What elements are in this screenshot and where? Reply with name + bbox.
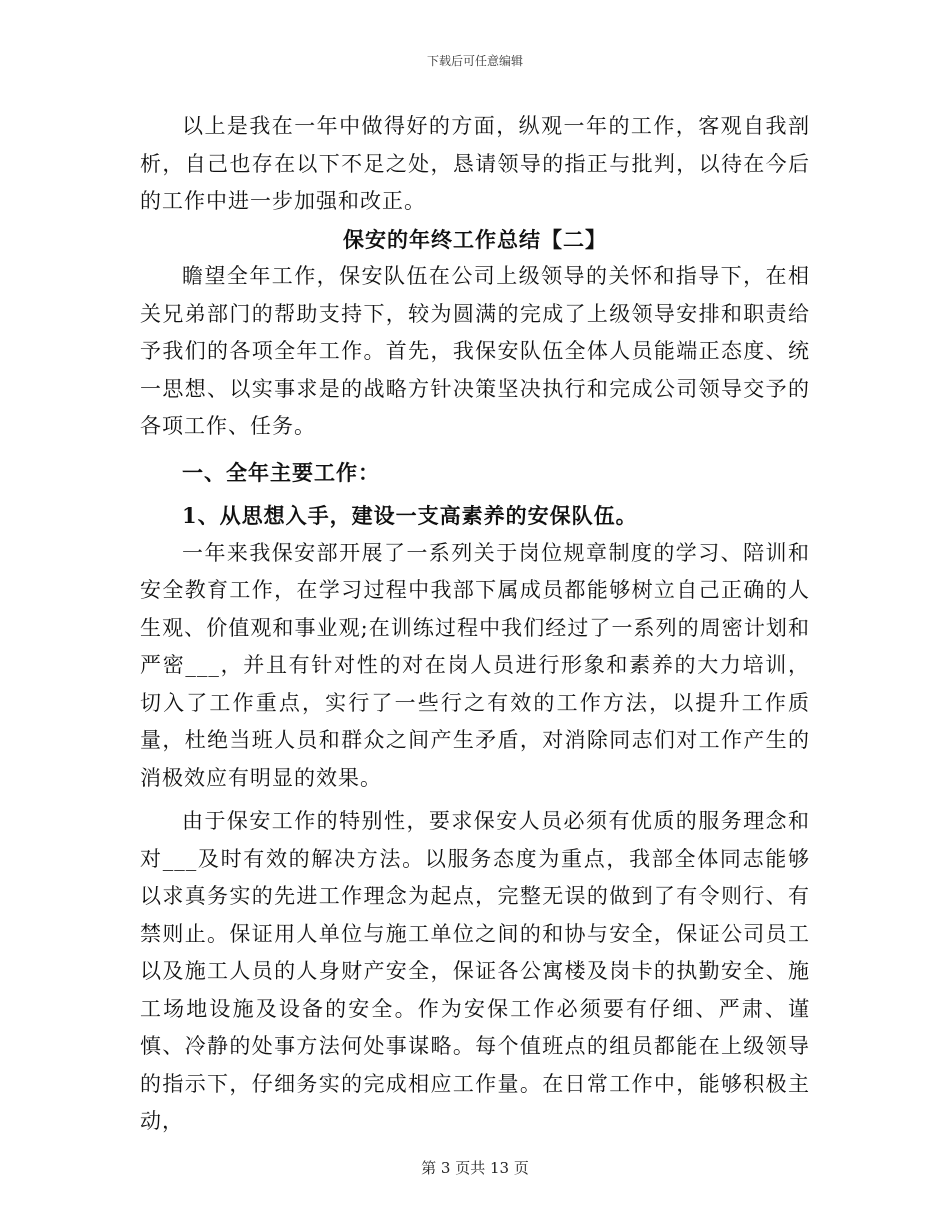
- paragraph-training: 一年来我保安部开展了一系列关于岗位规章制度的学习、陪训和安全教育工作，在学习过程中我部下属成员都能够树立自己正确的人生观、价值观和事业观;在训练过程中我们经过了一系列的周密计划和严密___，并且有针对性的对在岗人员进行形象和素养的大力培训，切入了工作重点，实行了一些行之有效的工作方法，以提升工作质量，杜绝当班人员和群众之间产生矛盾，对消除同志们对工作产生的消极效应有明显的效果。: [140, 540, 810, 790]
- document-body: [140, 108, 810, 1141]
- paragraph-service: 由于保安工作的特别性，要求保安人员必须有优质的服务理念和对___及时有效的解决方法。以服务态度为重点，我部全体同志能够以求真务实的先进工作理念为起点，完整无误的做到了有令则行、有禁则止。保证用人单位与施工单位之间的和协与安全，保证公司员工以及施工人员的人身财产安全，保证各公寓楼及岗卡的执勤安全、施工场地设施及设备的安全。作为安保工作必须要有仔细、严肃、谨慎、冷静的处事方法何处事谋略。每个值班点的组员都能在上级领导的指示下，仔细务实的完成相应工作量。在日常工作中，能够积极主动，: [140, 809, 810, 1133]
- paragraph-intro: 以上是我在一年中做得好的方面，纵观一年的工作，客观自我剖析，自己也存在以下不足之处，恳请领导的指正与批判，以待在今后的工作中进一步加强和改正。: [140, 114, 810, 213]
- heading-item-1: 1、从思想入手，建设一支高素养的安保队伍。: [182, 503, 638, 528]
- page-header: 下载后可任意编辑: [426, 54, 523, 68]
- paragraph-overview: 瞻望全年工作，保安队伍在公司上级领导的关怀和指导下，在相关兄弟部门的帮助支持下，较为圆满的完成了上级领导安排和职责给予我们的各项全年工作。首先，我保安队伍全体人员能端正态度、统一思想、以实事求是的战略方针决策坚决执行和完成公司领导交予的各项工作、任务。: [140, 264, 810, 438]
- page-footer: 第 3 页共 13 页: [421, 1159, 529, 1177]
- heading-main-work: 一、全年主要工作：: [182, 459, 380, 485]
- section-title: 保安的年终工作总结【二】: [343, 226, 607, 252]
